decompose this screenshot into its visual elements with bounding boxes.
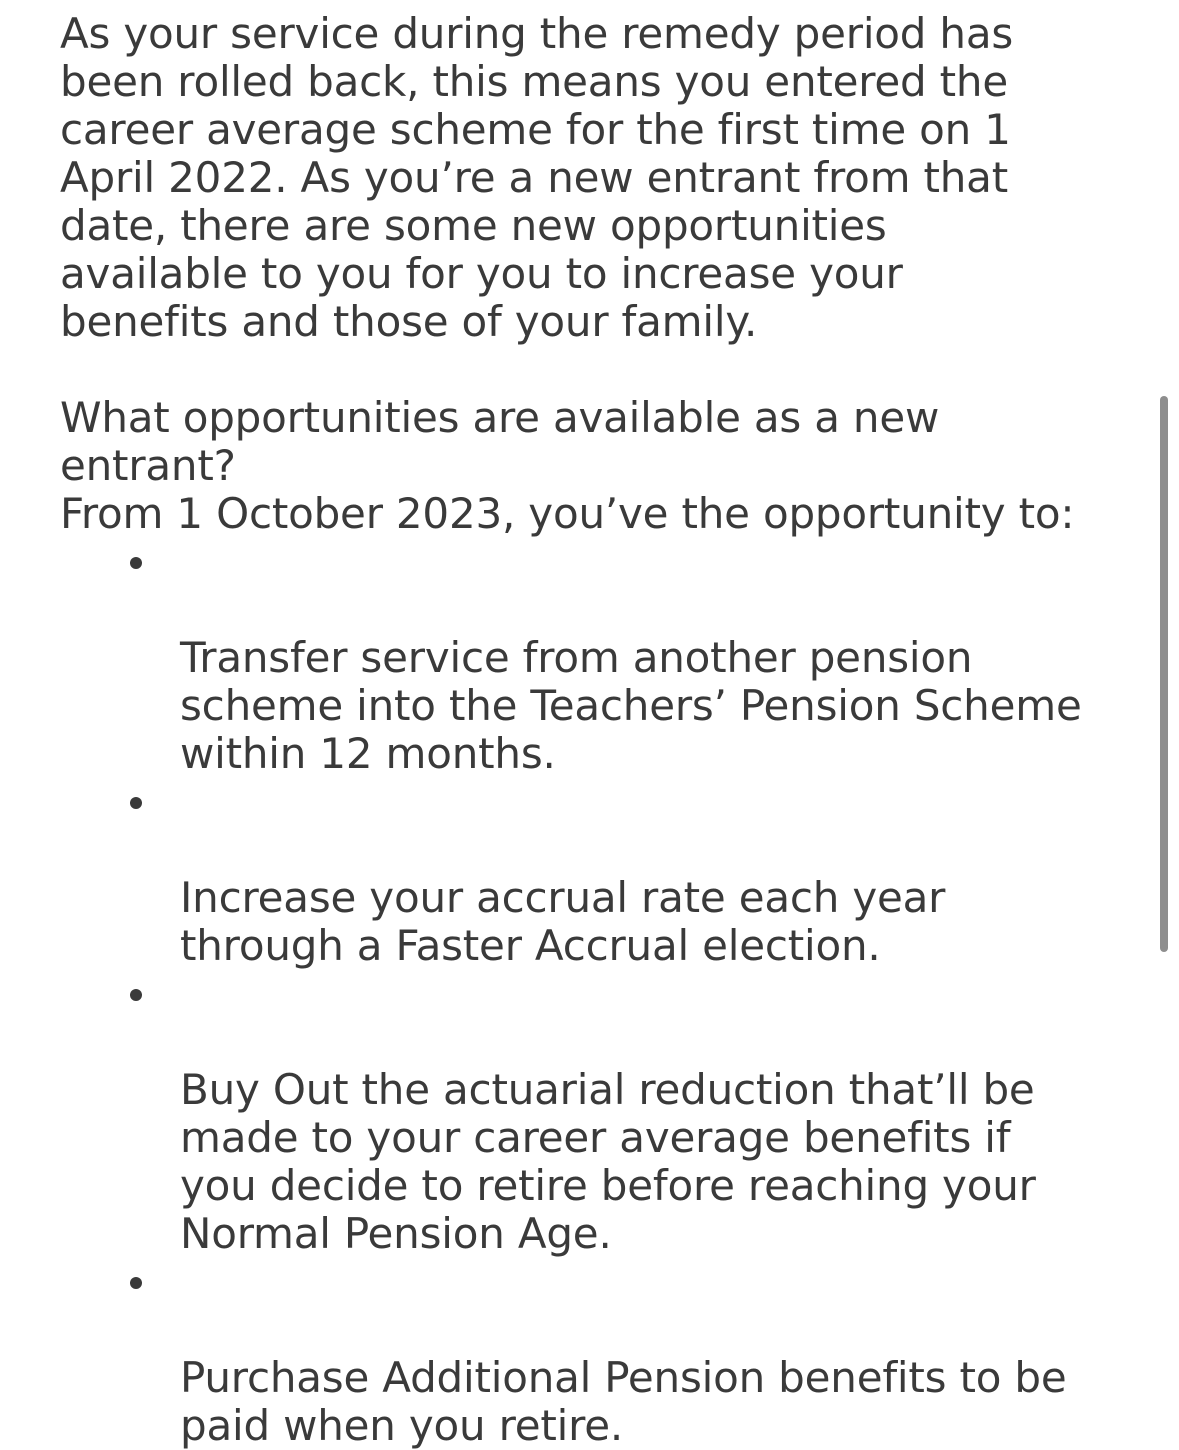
bullet-icon [130, 989, 142, 1001]
document-body [60, 10, 1140, 1450]
list-item [60, 538, 1140, 778]
question-heading: What opportunities are available as a new entrant? [60, 393, 940, 490]
list-item-text: Buy Out the actuarial reduction that’ll be made to your career average benefits if you decide to retire before reaching your Normal Pension Age. [180, 1065, 1036, 1258]
list-item-text: Purchase Additional Pension benefits to be paid when you retire. [180, 1353, 1067, 1450]
opportunities-list [60, 538, 1140, 1450]
list-item [60, 1258, 1140, 1450]
lead-sentence: From 1 October 2023, you’ve the opportunity to: [60, 489, 1075, 538]
intro-paragraph: As your service during the remedy period has been rolled back, this means you entered the career average scheme for the first time on 1 April 2022. As you’re a new entrant from that date, there are some new opportunities available to you for you to increase your benefits and those of your family. [60, 9, 1014, 346]
list-item [60, 778, 1140, 970]
vertical-scrollbar[interactable] [1160, 396, 1168, 952]
bullet-icon [130, 1277, 142, 1289]
bullet-icon [130, 797, 142, 809]
list-item-text: Transfer service from another pension scheme into the Teachers’ Pension Scheme within 12 months. [180, 633, 1082, 778]
bullet-icon [130, 557, 142, 569]
list-item [60, 970, 1140, 1258]
list-item-text: Increase your accrual rate each year through a Faster Accrual election. [180, 873, 946, 970]
paragraph-gap [60, 346, 1140, 394]
